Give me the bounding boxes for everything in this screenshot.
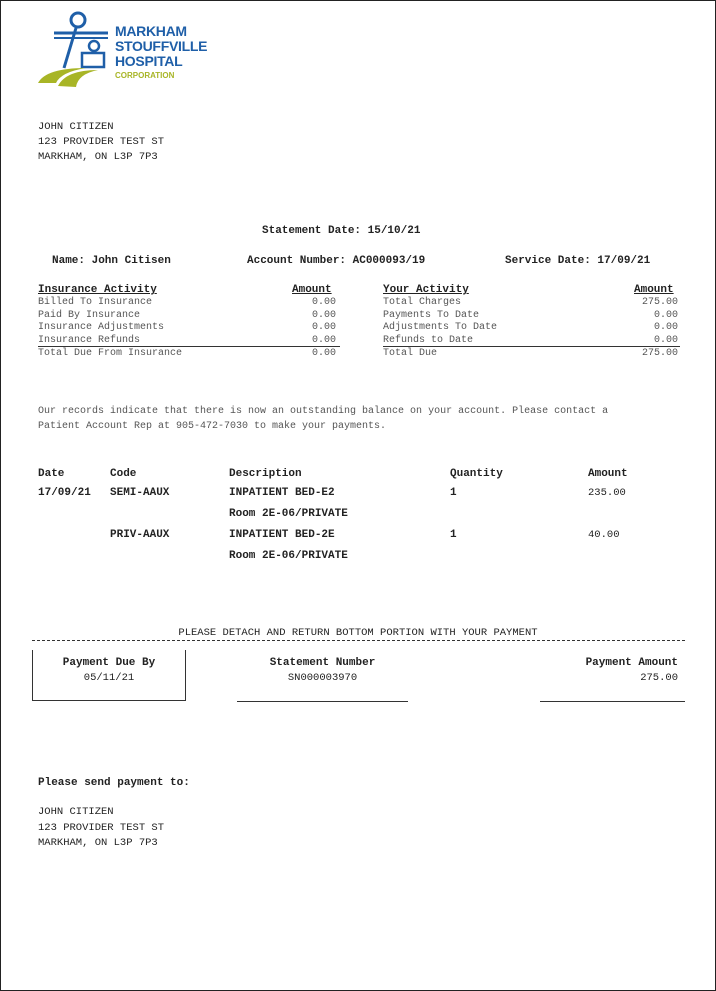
- your-activity-total-amount: 275.00: [641, 348, 678, 359]
- charge-room: Room 2E-06/PRIVATE: [229, 508, 348, 520]
- service-date: Service Date: 17/09/21: [505, 255, 651, 267]
- charge-amount: 40.00: [588, 529, 620, 541]
- charge-description: INPATIENT BED-E2: [229, 487, 335, 499]
- insurance-row-label: Paid By Insurance: [38, 309, 141, 321]
- hospital-logo: [36, 8, 116, 93]
- recipient-street: 123 PROVIDER TEST ST: [38, 136, 165, 148]
- insurance-row-label: Insurance Adjustments: [38, 322, 165, 333]
- detach-line: [32, 640, 685, 641]
- send-to-city: MARKHAM, ON L3P 7P3: [38, 837, 158, 849]
- your-activity-row-label: Total Charges: [383, 297, 462, 308]
- your-activity-divider: [383, 346, 680, 347]
- insurance-divider: [38, 346, 340, 347]
- payment-due-label: Payment Due By: [62, 657, 156, 669]
- your-activity-row-label: Payments To Date: [383, 309, 480, 321]
- charges-header-description: Description: [229, 468, 302, 480]
- insurance-amount-header: Amount: [292, 284, 332, 296]
- your-activity-row-amount: 0.00: [653, 309, 678, 321]
- logo-subtitle: CORPORATION: [115, 71, 175, 80]
- logo-line-1: MARKHAM: [115, 23, 187, 39]
- statement-number-value: SN000003970: [287, 672, 358, 684]
- send-payment-label: Please send payment to:: [38, 777, 190, 789]
- payment-due-value: 05/11/21: [83, 672, 135, 684]
- insurance-row-amount: 0.00: [311, 297, 336, 308]
- insurance-total-amount: 0.00: [311, 348, 336, 359]
- charges-header-date: Date: [38, 468, 65, 480]
- recipient-name: JOHN CITIZEN: [38, 121, 114, 133]
- your-activity-row-amount: 0.00: [653, 322, 678, 333]
- your-activity-header: Your Activity: [383, 284, 469, 296]
- your-activity-row-amount: 275.00: [641, 297, 678, 308]
- your-activity-row-amount: 0.00: [653, 334, 678, 346]
- logo-line-3: HOSPITAL: [115, 53, 183, 69]
- charge-description: INPATIENT BED-2E: [229, 529, 335, 541]
- insurance-total-label: Total Due From Insurance: [38, 348, 183, 359]
- charge-quantity: 1: [450, 529, 457, 541]
- logo-line-2: STOUFFVILLE: [115, 38, 208, 54]
- send-to-street: 123 PROVIDER TEST ST: [38, 822, 165, 834]
- detach-instruction: PLEASE DETACH AND RETURN BOTTOM PORTION WITH YOUR PAYMENT: [178, 627, 538, 639]
- patient-name: Name: John Citisen: [52, 255, 171, 267]
- hospital-logo-icon: [36, 8, 116, 88]
- charges-header-amount: Amount: [588, 468, 628, 480]
- charge-code: PRIV-AAUX: [110, 529, 170, 541]
- your-activity-total-label: Total Due: [383, 348, 438, 359]
- insurance-row-amount: 0.00: [311, 309, 336, 321]
- charge-room: Room 2E-06/PRIVATE: [229, 550, 348, 562]
- send-to-name: JOHN CITIZEN: [38, 806, 114, 818]
- statement-date: Statement Date: 15/10/21: [262, 225, 421, 237]
- charge-date: 17/09/21: [38, 487, 91, 499]
- insurance-row-amount: 0.00: [311, 322, 336, 333]
- charges-header-quantity: Quantity: [450, 468, 503, 480]
- logo-name: [115, 24, 207, 69]
- insurance-row-label: Billed To Insurance: [38, 297, 153, 308]
- message-line-2: Patient Account Rep at 905-472-7030 to make your payments.: [38, 421, 387, 432]
- charge-amount: 235.00: [588, 487, 626, 499]
- payment-amount-value: 275.00: [640, 672, 678, 684]
- payment-amount-underline: [540, 701, 685, 702]
- recipient-city: MARKHAM, ON L3P 7P3: [38, 151, 158, 163]
- your-activity-row-label: Refunds to Date: [383, 334, 474, 346]
- insurance-activity-header: Insurance Activity: [38, 284, 157, 296]
- statement-number-underline: [237, 701, 408, 702]
- message-line-1: Our records indicate that there is now an outstanding balance on your account. Please contact a: [38, 406, 609, 417]
- your-activity-amount-header: Amount: [634, 284, 674, 296]
- charge-quantity: 1: [450, 487, 457, 499]
- account-number: Account Number: AC000093/19: [247, 255, 426, 267]
- payment-amount-label: Payment Amount: [585, 657, 678, 669]
- charges-header-code: Code: [110, 468, 137, 480]
- charge-code: SEMI-AAUX: [110, 487, 170, 499]
- insurance-row-label: Insurance Refunds: [38, 334, 141, 346]
- insurance-row-amount: 0.00: [311, 334, 336, 346]
- statement-number-label: Statement Number: [269, 657, 376, 669]
- your-activity-row-label: Adjustments To Date: [383, 322, 498, 333]
